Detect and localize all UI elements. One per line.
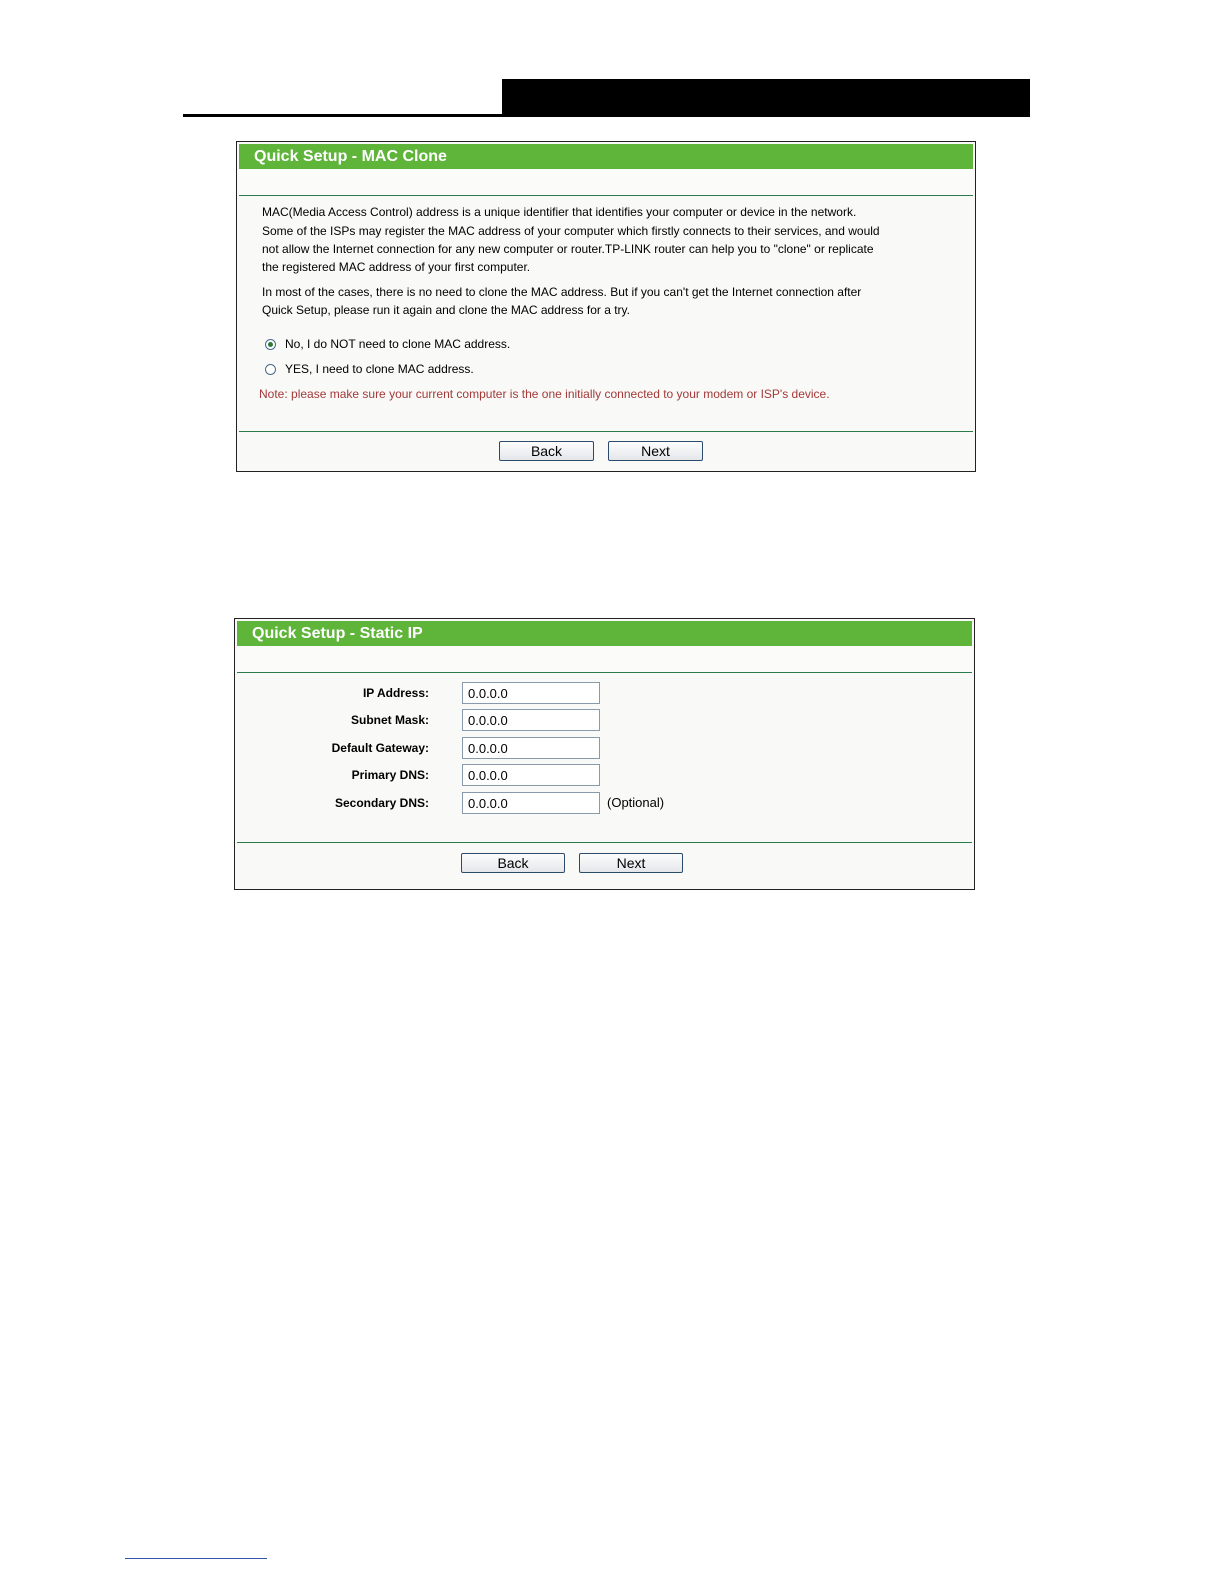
mac-clone-panel xyxy=(236,141,976,472)
mac-clone-divider xyxy=(239,431,973,432)
mac-clone-title: Quick Setup - MAC Clone xyxy=(239,144,973,169)
mac-clone-back-button[interactable]: Back xyxy=(499,441,594,461)
primary-dns-input[interactable] xyxy=(462,764,600,786)
primary-dns-label: Primary DNS: xyxy=(351,768,429,782)
subnet-mask-input[interactable] xyxy=(462,709,600,731)
mac-clone-intro-line-2: Some of the ISPs may register the MAC address of your computer which firstly connects to their services, and would xyxy=(262,224,880,238)
secondary-dns-optional: (Optional) xyxy=(607,795,665,810)
static-ip-panel xyxy=(234,618,975,890)
mac-clone-next-button[interactable]: Next xyxy=(608,441,703,461)
header-black-bar xyxy=(502,79,1030,116)
radio-yes-clone[interactable] xyxy=(265,364,276,375)
header-rule xyxy=(183,114,1030,117)
static-ip-divider xyxy=(237,842,972,843)
static-ip-subheader xyxy=(237,646,972,673)
ip-address-label: IP Address: xyxy=(362,686,429,700)
mac-clone-intro-line-3: not allow the Internet connection for any new computer or router.TP-LINK router can help you to "clone" or replicate xyxy=(262,242,874,256)
mac-clone-hint-line-1: In most of the cases, there is no need to clone the MAC address. But if you can't get the Internet connection after xyxy=(262,285,862,299)
radio-no-clone[interactable] xyxy=(265,339,276,350)
radio-no-clone-label[interactable]: No, I do NOT need to clone MAC address. xyxy=(285,337,511,351)
mac-clone-subheader xyxy=(239,169,973,196)
mac-clone-hint-line-2: Quick Setup, please run it again and clone the MAC address for a try. xyxy=(262,303,630,317)
mac-clone-intro-line-4: the registered MAC address of your first computer. xyxy=(262,260,531,274)
default-gateway-input[interactable] xyxy=(462,737,600,759)
static-ip-back-button[interactable]: Back xyxy=(461,853,565,873)
secondary-dns-input[interactable] xyxy=(462,792,600,814)
default-gateway-label: Default Gateway: xyxy=(331,741,429,755)
mac-clone-intro-line-1: MAC(Media Access Control) address is a unique identifier that identifies your computer or device in the network. xyxy=(262,205,857,219)
static-ip-next-button[interactable]: Next xyxy=(579,853,683,873)
subnet-mask-label: Subnet Mask: xyxy=(350,713,429,727)
mac-clone-note: Note: please make sure your current computer is the one initially connected to your modem or ISP's device. xyxy=(259,387,830,401)
ip-address-input[interactable] xyxy=(462,682,600,704)
radio-yes-clone-label[interactable]: YES, I need to clone MAC address. xyxy=(285,362,474,376)
static-ip-title: Quick Setup - Static IP xyxy=(237,621,972,646)
footer-link-underline xyxy=(125,1558,267,1559)
secondary-dns-label: Secondary DNS: xyxy=(334,796,429,810)
